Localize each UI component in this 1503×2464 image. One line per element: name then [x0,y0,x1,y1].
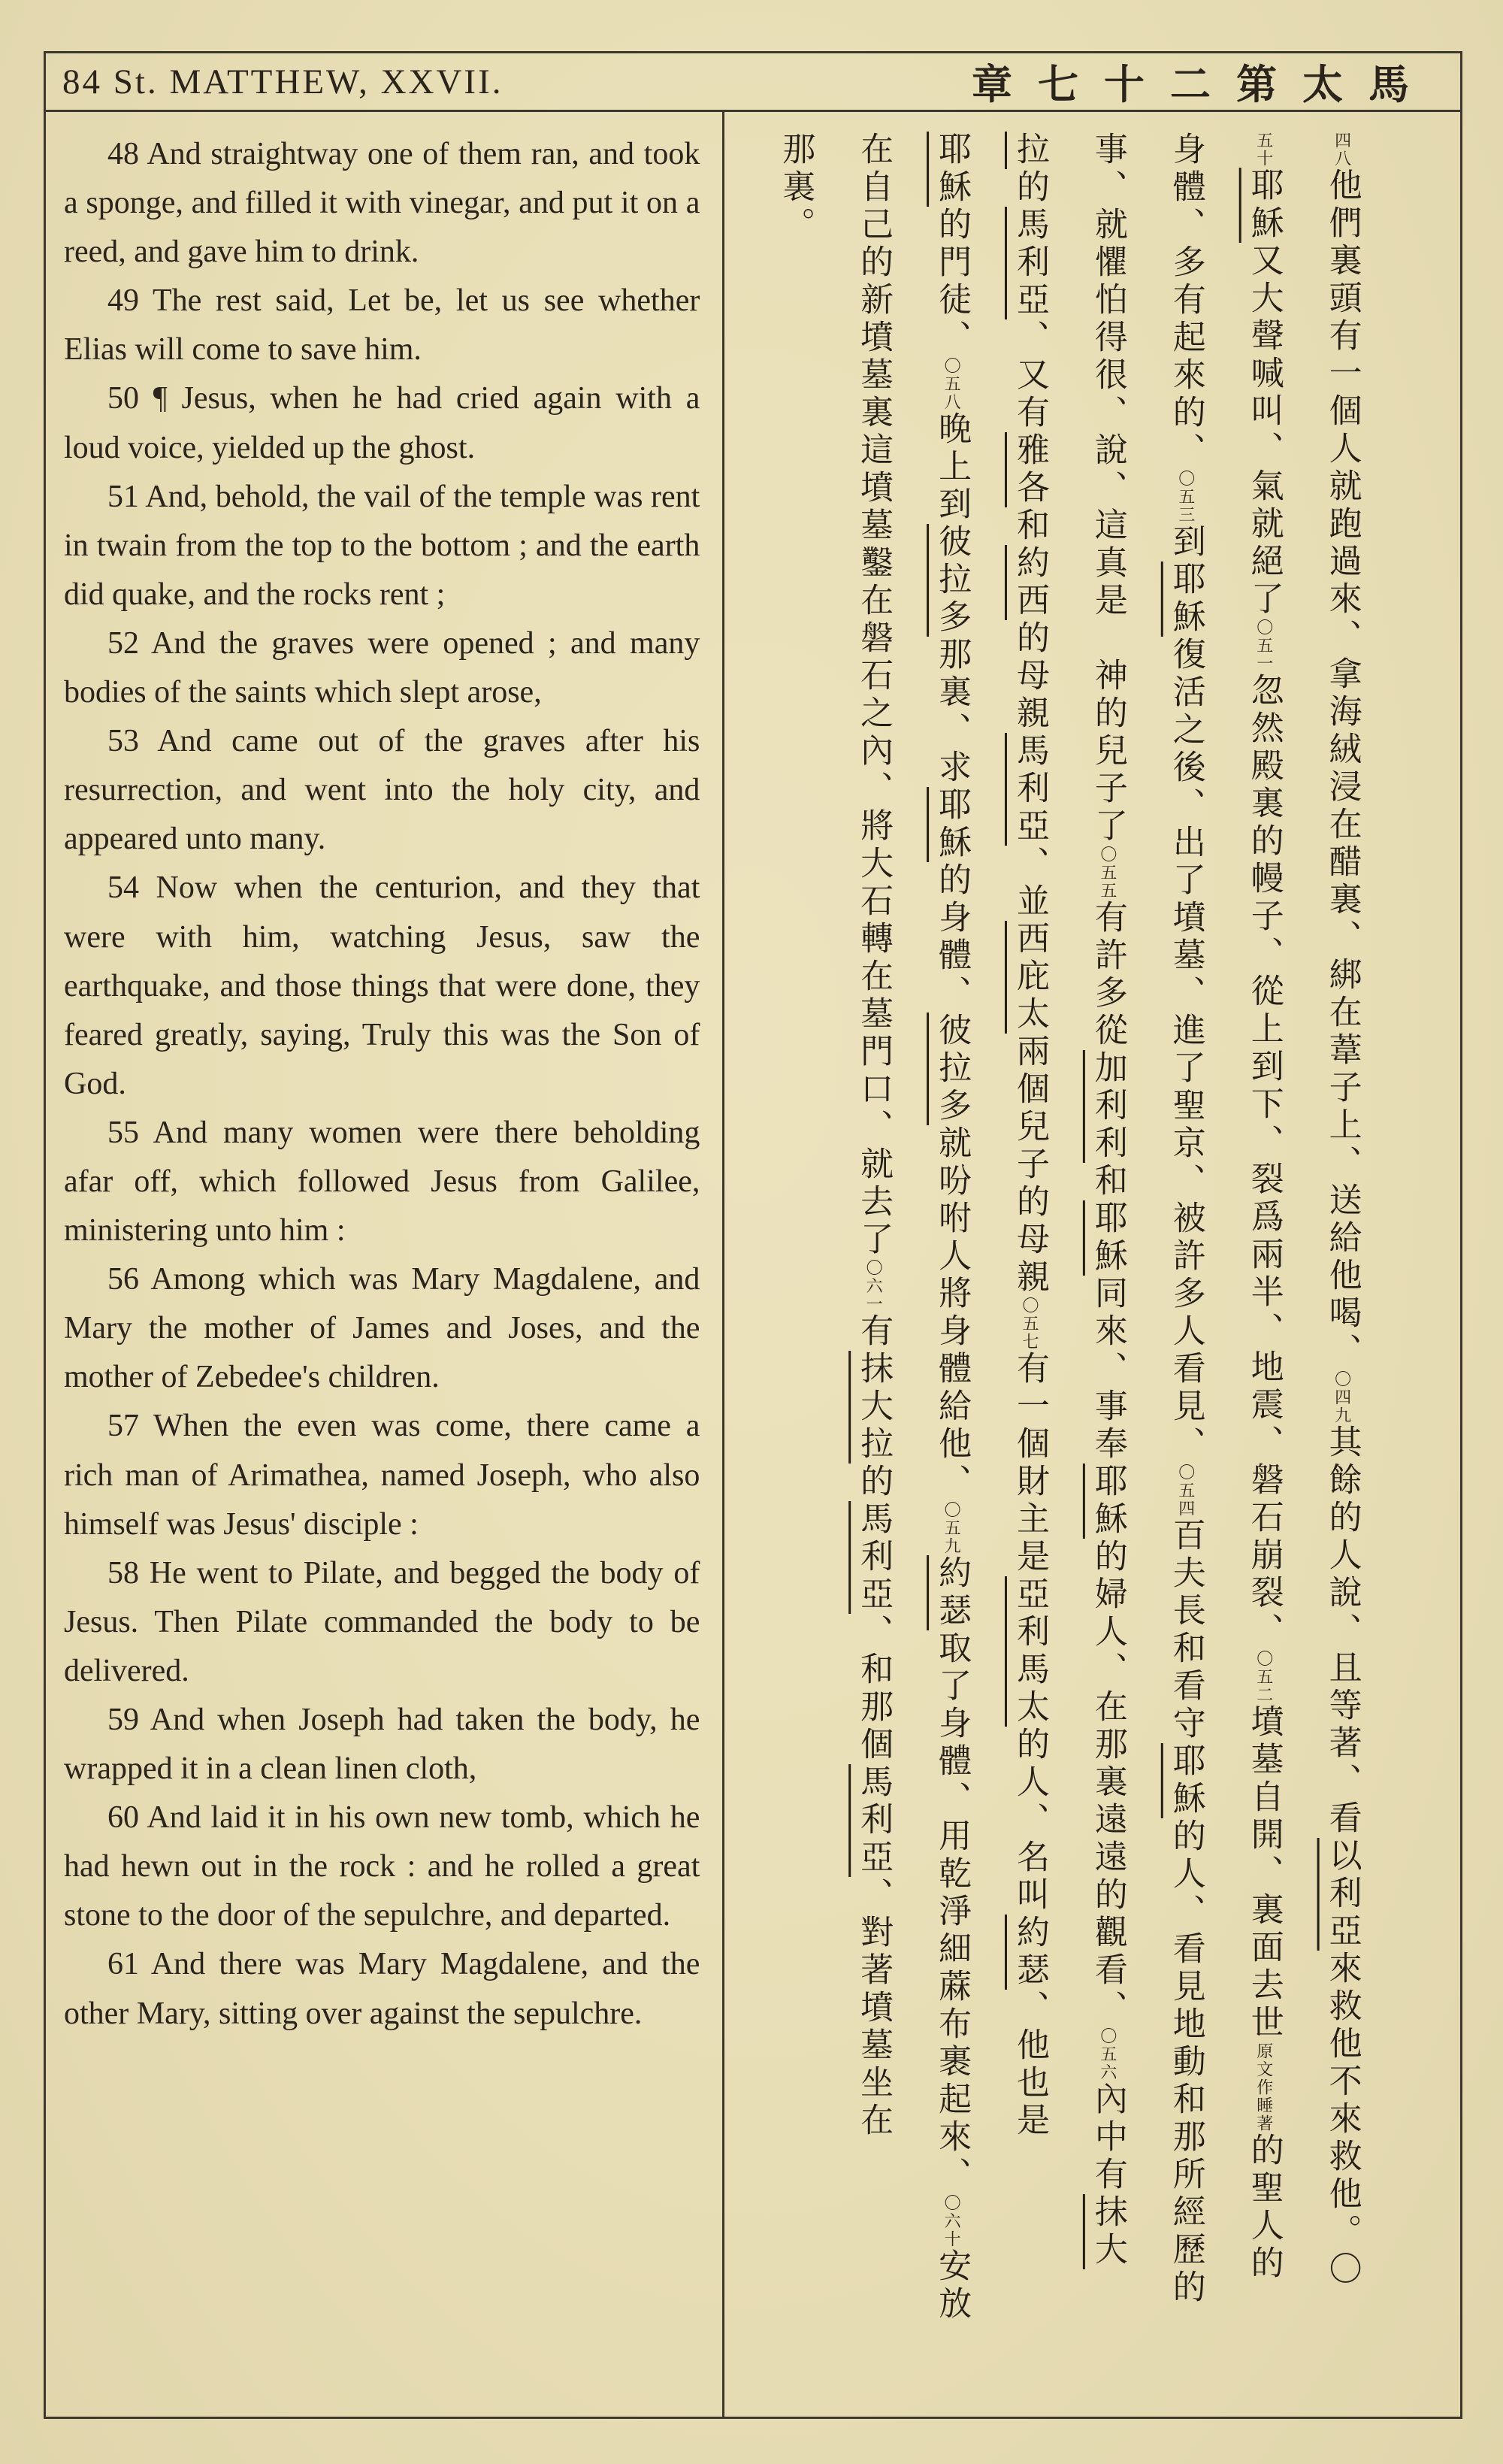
proper-name: 耶穌 [933,132,971,207]
chinese-text: 、他也是 [1011,1990,1048,2140]
verse-number-annotation: 〇五三 [1176,470,1196,524]
verse-paragraph: 57 When the even was come, there came a rich man of Arimathea, named Joseph, who also himself was Jesus' disciple : [64,1409,700,1542]
proper-name: 亞利馬太 [1011,1576,1048,1727]
verse-paragraph: 51 And, behold, the vail of the temple was rent in twain from the top to the bottom ; and the earth did quake, and the rocks rent ; [64,479,700,612]
verse-paragraph: 52 And the graves were opened ; and many bodies of the saints which slept arose, [64,625,700,710]
verse-paragraph: 54 Now when the centurion, and they that were with him, watching Jesus, saw the earthquake, and those things that were done, they feared greatly, saying, Truly this was the Son of God. [64,870,700,1101]
verse-paragraph: 48 And straightway one of them ran, and took a sponge, and filled it with vinegar, and put it on a reed, and gave him to drink. [64,137,700,270]
chinese-text: 晚上到 [933,411,971,524]
chinese-column [1244,132,1284,2402]
chinese-text: 事、就懼怕得很、說、這真是 神的兒子了 [1089,132,1126,846]
proper-name: 耶穌 [933,787,971,862]
verse-number-annotation: 四八 [1332,132,1352,168]
proper-name: 馬利亞 [1011,207,1048,319]
chinese-text-area [736,132,1361,2402]
verse-paragraph: 56 Among which was Mary Magdalene, and Mary the mother of James and Joses, and the mother of Zebedee's children. [64,1262,700,1395]
page-frame [44,51,1462,2419]
chinese-text: 百夫長和看守 [1167,1518,1205,1743]
proper-name: 以利亞 [1323,1838,1361,1951]
chinese-text: 的身體、 [933,862,971,1013]
verse-number-annotation: 〇五二 [1254,1650,1274,1704]
chinese-text: 到 [1167,524,1205,562]
proper-name: 加利利 [1089,1050,1126,1163]
verse-number-annotation: 〇六十 [942,2194,962,2248]
chinese-column [776,132,815,2402]
chinese-text: 忽然殿裏的幔子、從上到下、裂爲兩半、地震、磐石崩裂、 [1245,673,1283,1650]
chinese-text: 的 [855,1464,893,1501]
chinese-text: 和 [1011,507,1048,545]
chinese-text: 和 [1089,1163,1126,1200]
chinese-text: 取了身體、用乾淨細蔴布裹起來、 [933,1630,971,2194]
chinese-text: 的門徒、 [933,207,971,357]
chinese-text: 那裏、求 [933,637,971,787]
proper-name: 耶穌 [1089,1464,1126,1539]
chinese-text: 他們裏頭有一個人就跑過來、拿海絨浸在醋裏、綁在葦子上、送給他喝、 [1323,168,1361,1370]
verse-number-annotation: 〇五六 [1098,2027,1117,2081]
chinese-text: 在自己的新墳墓裏這墳墓鑿在磐石之內、將大石轉在墓門口、就去了 [855,132,893,1259]
chinese-text: 兩個兒子的母親 [1011,1034,1048,1297]
chinese-text: 就吩咐人將身體給他、 [933,1125,971,1501]
verse-number-annotation: 五十 [1254,132,1274,168]
proper-name: 馬利亞 [855,1501,893,1614]
proper-name: 抹大拉 [855,1351,893,1464]
chinese-text: 、並 [1011,846,1048,921]
verse-paragraph: 49 The rest said, Let be, let us see whether Elias will come to save him. [64,283,700,368]
chinese-text: 有 [855,1313,893,1351]
verse-number-annotation: 〇六一 [864,1259,884,1313]
verse-number-annotation: 〇五五 [1098,846,1117,900]
chinese-column [1166,132,1205,2402]
chinese-text: 、和那個 [855,1614,893,1764]
chinese-text: 安放 [933,2248,971,2323]
proper-name: 耶穌 [1245,168,1283,243]
chinese-text: 復活之後、出了墳墓、進了聖京、被許多人看見、 [1167,637,1205,1464]
chinese-text: 有一個財主是 [1011,1351,1048,1576]
verse-paragraph: 60 And laid it in his own new tomb, which he had hewn out in the rock : and he rolled a great stone to the door of the sepulchre, and departed. [64,1800,700,1933]
verse-number-annotation: 〇五八 [942,357,962,411]
page-body [46,112,1460,2417]
chinese-text: 墳墓自開、裏面去世 [1245,1704,1283,2042]
proper-name: 約瑟 [1011,1915,1048,1990]
chinese-column [854,132,893,2402]
chinese-text: 身體、多有起來的、 [1167,132,1205,470]
proper-name: 約西 [1011,545,1048,620]
verse-number-annotation: 〇五一 [1254,619,1274,673]
english-column [46,112,724,2417]
chinese-column [1010,132,1049,2402]
chinese-text: 同來、事奉 [1089,1276,1126,1464]
chinese-text: 的母親 [1011,620,1048,733]
proper-name: 拉 [1011,132,1048,169]
verse-number-annotation: 〇五七 [1020,1297,1039,1351]
proper-name: 雅各 [1011,432,1048,507]
chinese-column [1323,132,1362,2402]
chinese-text: 內中有 [1089,2081,1126,2194]
chinese-column [1088,132,1127,2402]
verse-number-annotation: 原文作睡著 [1254,2042,1274,2133]
chinese-text: 來救他不來救他。〇 [1323,1951,1361,2289]
chinese-text: 的婦人、在那裏遠遠的觀看、 [1089,1539,1126,2027]
proper-name: 約瑟 [933,1555,971,1630]
proper-name: 彼拉多 [933,1013,971,1125]
proper-name: 耶穌 [1089,1200,1126,1276]
chinese-pane [724,112,1460,2417]
chinese-text: 的人、名叫 [1011,1727,1048,1915]
verse-paragraph: 55 And many women were there beholding afar off, which followed Jesus from Galilee, ministering unto him : [64,1115,700,1249]
proper-name: 西庇太 [1011,921,1048,1034]
proper-name: 馬利亞 [855,1764,893,1877]
page-header-english: 84 St. MATTHEW, XXVII. [62,62,504,101]
verse-paragraph: 58 He went to Pilate, and begged the body of Jesus. Then Pilate commanded the body to be delivered. [64,1555,700,1688]
verse-number-annotation: 〇四九 [1332,1370,1352,1424]
verse-number-annotation: 〇五九 [942,1501,962,1555]
verse-number-annotation: 〇五四 [1176,1464,1196,1518]
chinese-text: 、又有 [1011,319,1048,432]
verse-paragraph: 53 And came out of the graves after his resurrection, and went into the holy city, and appeared unto many. [64,724,700,857]
verse-paragraph: 50 ¶ Jesus, when he had cried again with a loud voice, yielded up the ghost. [64,381,700,465]
proper-name: 耶穌 [1167,562,1205,637]
verse-paragraph: 59 And when Joseph had taken the body, he wrapped it in a clean linen cloth, [64,1703,700,1787]
proper-name: 彼拉多 [933,524,971,637]
chinese-text: 又大聲喊叫、氣就絕了 [1245,243,1283,619]
chinese-text: 的人、看見地動和那所經歷的 [1167,1818,1205,2307]
page-header-chinese: 章七十二第太馬 [972,62,1435,107]
proper-name: 抹大 [1089,2194,1126,2269]
chinese-text: 、對著墳墓坐在 [855,1877,893,2140]
chinese-column [932,132,971,2402]
proper-name: 耶穌 [1167,1743,1205,1818]
proper-name: 馬利亞 [1011,733,1048,846]
chinese-text: 那裏。 [777,132,815,244]
chinese-text: 有許多從 [1089,900,1126,1050]
page-header [46,53,1460,112]
chinese-text: 的 [1011,169,1048,207]
chinese-text: 的聖人的 [1245,2133,1283,2283]
verse-paragraph: 61 And there was Mary Magdalene, and the other Mary, sitting over against the sepulchre. [64,1947,700,2031]
chinese-text: 其餘的人說、且等著、看 [1323,1424,1361,1838]
